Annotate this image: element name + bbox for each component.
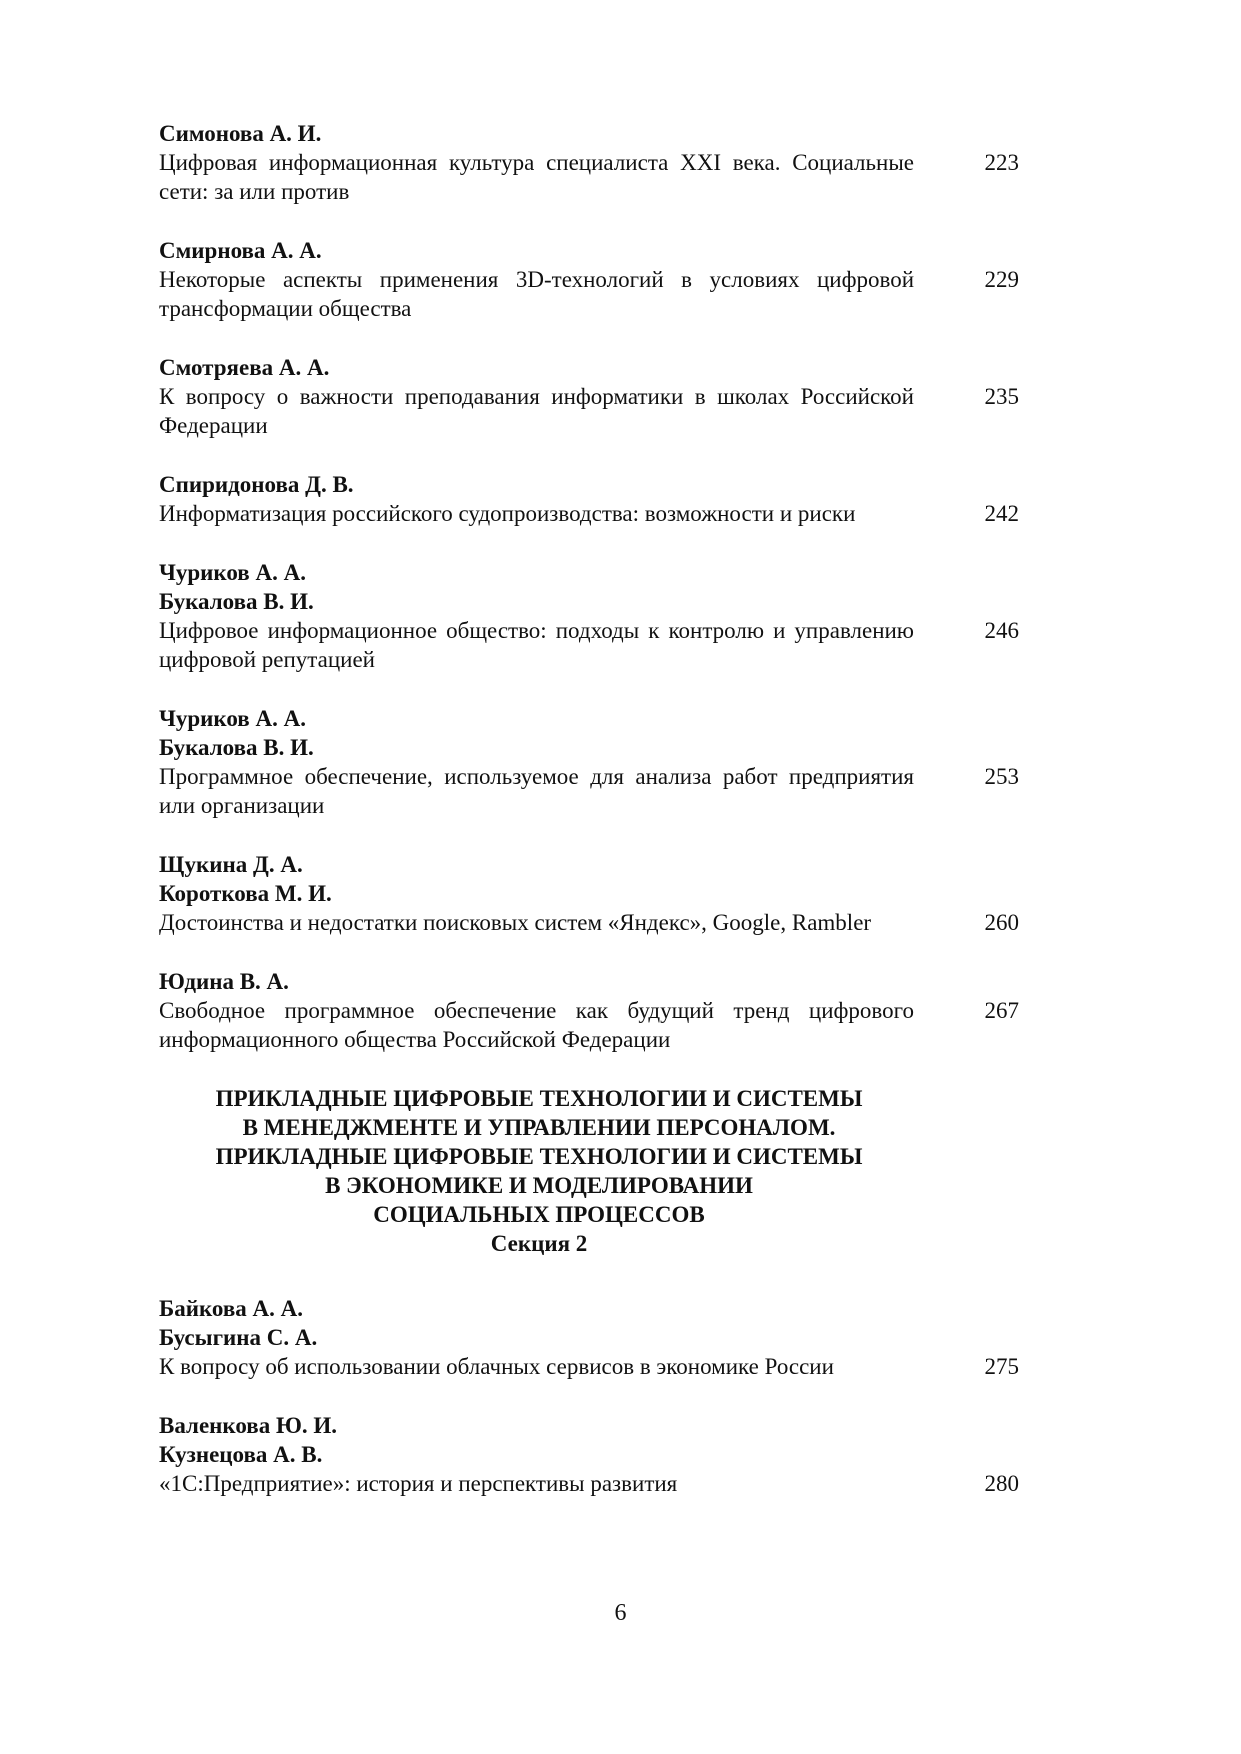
entry-author: Юдина В. А.: [159, 969, 289, 994]
entry-author: Бусыгина С. А.: [159, 1325, 318, 1350]
entry-author: Байкова А. А.: [159, 1296, 303, 1321]
entry-authors: [159, 353, 1019, 382]
entry-page-number: 229: [984, 267, 1019, 292]
toc-entry: [159, 353, 1019, 440]
entry-author: Щукина Д. А.: [159, 852, 303, 877]
entry-title: Цифровое информационное общество: подходы к контролю и управлению цифровой репутацией: [159, 618, 914, 672]
toc-entry: [159, 1411, 1019, 1498]
toc-entry: [159, 850, 1019, 937]
entry-title-row: [159, 762, 1019, 820]
entry-title: Свободное программное обеспечение как будущий тренд цифрового информационного общества Российской Федерации: [159, 998, 914, 1052]
section-heading: [159, 1084, 919, 1258]
toc-group-2: [159, 1294, 1019, 1498]
entry-title: Достоинства и недостатки поисковых систем «Яндекс», Google, Rambler: [159, 910, 872, 935]
toc-entry: [159, 470, 1019, 528]
entry-authors: [159, 119, 1019, 148]
entry-page-number: 267: [984, 998, 1019, 1023]
section-heading-line: В МЕНЕДЖМЕНТЕ И УПРАВЛЕНИИ ПЕРСОНАЛОМ.: [242, 1115, 836, 1140]
entry-page-number: 275: [984, 1354, 1019, 1379]
entry-title-row: [159, 1469, 1019, 1498]
entry-page-number: 223: [984, 150, 1019, 175]
entry-page-number: 242: [984, 501, 1019, 526]
section-heading-line: В ЭКОНОМИКЕ И МОДЕЛИРОВАНИИ: [325, 1173, 753, 1198]
entry-author: Короткова М. И.: [159, 881, 332, 906]
entry-page-number: 235: [984, 384, 1019, 409]
entry-author: Смотряева А. А.: [159, 355, 330, 380]
entry-title: Цифровая информационная культура специалиста XXI века. Социальные сети: за или против: [159, 150, 914, 204]
entry-authors: [159, 470, 1019, 499]
toc-entry: [159, 119, 1019, 206]
entry-author: Букалова В. И.: [159, 735, 314, 760]
entry-author: Смирнова А. А.: [159, 238, 322, 263]
entry-authors: [159, 704, 1019, 762]
page-number: 6: [614, 1600, 627, 1626]
section-heading-line: СОЦИАЛЬНЫХ ПРОЦЕССОВ: [373, 1202, 705, 1227]
entry-title-row: [159, 996, 1019, 1054]
toc-group-1: [159, 119, 1019, 1054]
section-number: Секция 2: [490, 1231, 588, 1256]
entry-author: Букалова В. И.: [159, 589, 314, 614]
toc-entry: [159, 1294, 1019, 1381]
entry-page-number: 260: [984, 910, 1019, 935]
entry-authors: [159, 236, 1019, 265]
entry-author: Валенкова Ю. И.: [159, 1413, 337, 1438]
toc-entry: [159, 236, 1019, 323]
toc-entry: [159, 704, 1019, 820]
entry-author: Чуриков А. А.: [159, 560, 306, 585]
entry-title: Программное обеспечение, используемое для анализа работ предприятия или организации: [159, 764, 914, 818]
entry-title-row: [159, 499, 1019, 528]
entry-authors: [159, 1294, 1019, 1352]
entry-title-row: [159, 265, 1019, 323]
entry-page-number: 253: [984, 764, 1019, 789]
toc-entry: [159, 558, 1019, 674]
entry-title: «1С:Предприятие»: история и перспективы развития: [159, 1471, 678, 1496]
entry-title-row: [159, 382, 1019, 440]
toc-entry: [159, 967, 1019, 1054]
entry-title: К вопросу о важности преподавания информатики в школах Российской Федерации: [159, 384, 914, 438]
entry-authors: [159, 1411, 1019, 1469]
entry-title-row: [159, 148, 1019, 206]
entry-page-number: 246: [984, 618, 1019, 643]
entry-title-row: [159, 908, 1019, 937]
entry-page-number: 280: [984, 1471, 1019, 1496]
entry-authors: [159, 967, 1019, 996]
table-of-contents: [159, 119, 1019, 1528]
entry-title: Некоторые аспекты применения 3D-технологий в условиях цифровой трансформации общества: [159, 267, 914, 321]
entry-author: Кузнецова А. В.: [159, 1442, 323, 1467]
section-heading-line: ПРИКЛАДНЫЕ ЦИФРОВЫЕ ТЕХНОЛОГИИ И СИСТЕМЫ: [215, 1086, 863, 1111]
entry-authors: [159, 850, 1019, 908]
entry-title: К вопросу об использовании облачных сервисов в экономике России: [159, 1354, 834, 1379]
entry-title-row: [159, 616, 1019, 674]
entry-title-row: [159, 1352, 1019, 1381]
section-heading-line: ПРИКЛАДНЫЕ ЦИФРОВЫЕ ТЕХНОЛОГИИ И СИСТЕМЫ: [215, 1144, 863, 1169]
entry-title: Информатизация российского судопроизводства: возможности и риски: [159, 501, 856, 526]
entry-author: Чуриков А. А.: [159, 706, 306, 731]
entry-author: Спиридонова Д. В.: [159, 472, 354, 497]
entry-author: Симонова А. И.: [159, 121, 322, 146]
entry-authors: [159, 558, 1019, 616]
